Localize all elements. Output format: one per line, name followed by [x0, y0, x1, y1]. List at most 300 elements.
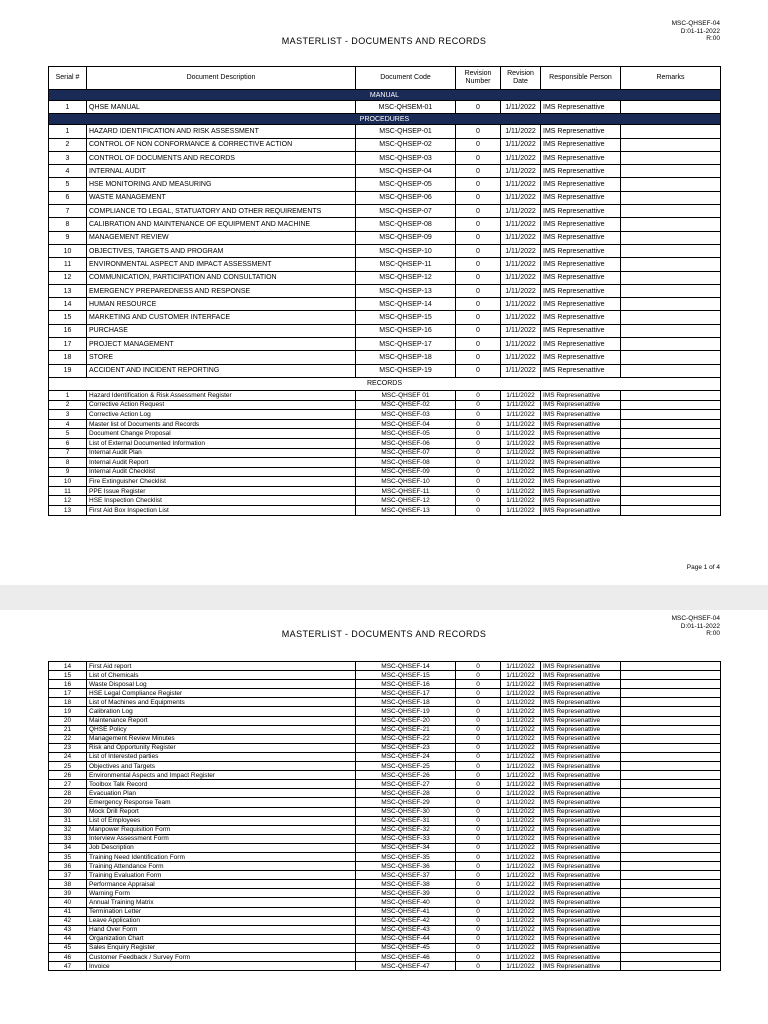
- table-row: [49, 725, 721, 734]
- page-title: MASTERLIST - DOCUMENTS AND RECORDS: [281, 36, 487, 46]
- cell-code: MSC-QHSEF-05: [356, 429, 456, 439]
- cell-description: Training Evaluation Form: [87, 871, 356, 880]
- cell-revision-number: 0: [456, 807, 501, 816]
- cell-revision-number: 0: [456, 734, 501, 743]
- cell-remarks: [621, 178, 721, 191]
- cell-responsible: IMS Represenattive: [541, 205, 621, 218]
- cell-revision-date: 1/11/2022: [501, 816, 541, 825]
- cell-revision-date: 1/11/2022: [501, 734, 541, 743]
- cell-responsible: IMS Represenattive: [541, 410, 621, 420]
- cell-revision-date: 1/11/2022: [501, 477, 541, 487]
- table-row: [49, 780, 721, 789]
- cell-description: EMERGENCY PREPAREDNESS AND RESPONSE: [87, 284, 356, 297]
- cell-code: MSC-QHSEF-26: [356, 771, 456, 780]
- cell-description: QHSE MANUAL: [87, 101, 356, 114]
- cell-description: Customer Feedback / Survey Form: [87, 953, 356, 962]
- cell-description: Training Need Identification Form: [87, 852, 356, 861]
- cell-remarks: [621, 671, 721, 680]
- cell-responsible: IMS Represenattive: [541, 244, 621, 257]
- table-row: [49, 916, 721, 925]
- cell-description: Termination Letter: [87, 907, 356, 916]
- cell-responsible: IMS Represenattive: [541, 101, 621, 114]
- cell-revision-date: 1/11/2022: [501, 798, 541, 807]
- cell-revision-date: 1/11/2022: [501, 934, 541, 943]
- cell-description: COMPLIANCE TO LEGAL, STATUATORY AND OTHER REQUIREMENTS: [87, 205, 356, 218]
- section-label: MANUAL: [49, 90, 721, 101]
- cell-revision-number: 0: [456, 671, 501, 680]
- cell-remarks: [621, 852, 721, 861]
- cell-responsible: IMS Represenattive: [541, 725, 621, 734]
- cell-serial: 1: [49, 390, 87, 400]
- cell-revision-date: 1/11/2022: [501, 311, 541, 324]
- cell-revision-number: 0: [456, 907, 501, 916]
- cell-responsible: IMS Represenattive: [541, 689, 621, 698]
- section-label: PROCEDURES: [49, 114, 721, 125]
- cell-revision-number: 0: [456, 244, 501, 257]
- cell-serial: 43: [49, 925, 87, 934]
- cell-revision-date: 1/11/2022: [501, 429, 541, 439]
- cell-remarks: [621, 698, 721, 707]
- cell-description: Internal Audit Checklist: [87, 467, 356, 477]
- cell-responsible: IMS Represenattive: [541, 825, 621, 834]
- table-row: [49, 338, 721, 351]
- cell-serial: 17: [49, 338, 87, 351]
- cell-revision-date: 1/11/2022: [501, 151, 541, 164]
- cell-description: Environmental Aspects and Impact Register: [87, 771, 356, 780]
- cell-serial: 11: [49, 258, 87, 271]
- cell-remarks: [621, 889, 721, 898]
- cell-revision-date: 1/11/2022: [501, 834, 541, 843]
- cell-description: Maintenance Report: [87, 716, 356, 725]
- cell-revision-number: 0: [456, 862, 501, 871]
- cell-remarks: [621, 101, 721, 114]
- cell-revision-date: 1/11/2022: [501, 852, 541, 861]
- cell-revision-number: 0: [456, 364, 501, 377]
- cell-revision-date: 1/11/2022: [501, 907, 541, 916]
- cell-revision-date: 1/11/2022: [501, 871, 541, 880]
- cell-code: MSC-QHSEF-17: [356, 689, 456, 698]
- cell-revision-number: 0: [456, 771, 501, 780]
- cell-responsible: IMS Represenattive: [541, 962, 621, 971]
- cell-revision-date: 1/11/2022: [501, 298, 541, 311]
- cell-revision-number: 0: [456, 916, 501, 925]
- cell-serial: 17: [49, 689, 87, 698]
- cell-remarks: [621, 400, 721, 410]
- table-row: [49, 364, 721, 377]
- table-row: [49, 825, 721, 834]
- cell-revision-date: 1/11/2022: [501, 962, 541, 971]
- cell-description: MANAGEMENT REVIEW: [87, 231, 356, 244]
- cell-remarks: [621, 125, 721, 138]
- cell-description: HSE Legal Compliance Register: [87, 689, 356, 698]
- cell-description: Waste Disposal Log: [87, 680, 356, 689]
- cell-revision-number: 0: [456, 798, 501, 807]
- cell-code: MSC-QHSEF-12: [356, 496, 456, 506]
- cell-revision-number: 0: [456, 429, 501, 439]
- cell-serial: 35: [49, 852, 87, 861]
- cell-code: MSC-QHSEP-01: [356, 125, 456, 138]
- cell-serial: 6: [49, 438, 87, 448]
- table-row: [49, 125, 721, 138]
- cell-serial: 18: [49, 351, 87, 364]
- cell-description: Internal Audit Report: [87, 458, 356, 468]
- cell-responsible: IMS Represenattive: [541, 311, 621, 324]
- table-row: [49, 458, 721, 468]
- cell-description: Hand Over Form: [87, 925, 356, 934]
- cell-serial: 21: [49, 725, 87, 734]
- cell-remarks: [621, 789, 721, 798]
- cell-description: Objectives and Targets: [87, 762, 356, 771]
- cell-responsible: IMS Represenattive: [541, 419, 621, 429]
- cell-revision-number: 0: [456, 477, 501, 487]
- cell-serial: 23: [49, 743, 87, 752]
- cell-description: Sales Enquiry Register: [87, 943, 356, 952]
- cell-code: MSC-QHSEF-18: [356, 698, 456, 707]
- cell-code: MSC-QHSEF-47: [356, 962, 456, 971]
- header-revision-date: Revision Date: [501, 67, 541, 90]
- cell-remarks: [621, 962, 721, 971]
- table-row: [49, 477, 721, 487]
- cell-revision-number: 0: [456, 400, 501, 410]
- cell-description: Annual Training Matrix: [87, 898, 356, 907]
- cell-description: WASTE MANAGEMENT: [87, 191, 356, 204]
- cell-responsible: IMS Represenattive: [541, 762, 621, 771]
- table-row: [49, 662, 721, 671]
- cell-serial: 14: [49, 662, 87, 671]
- cell-code: MSC-QHSEF-11: [356, 486, 456, 496]
- cell-remarks: [621, 298, 721, 311]
- cell-serial: 7: [49, 205, 87, 218]
- masterlist-table: [48, 66, 721, 516]
- cell-revision-number: 0: [456, 925, 501, 934]
- cell-remarks: [621, 419, 721, 429]
- cell-revision-number: 0: [456, 496, 501, 506]
- cell-remarks: [621, 191, 721, 204]
- cell-serial: 10: [49, 477, 87, 487]
- cell-responsible: IMS Represenattive: [541, 438, 621, 448]
- table-row: [49, 953, 721, 962]
- cell-responsible: IMS Represenattive: [541, 852, 621, 861]
- cell-remarks: [621, 916, 721, 925]
- cell-description: PURCHASE: [87, 324, 356, 337]
- cell-description: COMMUNICATION, PARTICIPATION AND CONSULTATION: [87, 271, 356, 284]
- cell-revision-date: 1/11/2022: [501, 925, 541, 934]
- table-row: [49, 716, 721, 725]
- cell-revision-number: 0: [456, 284, 501, 297]
- cell-revision-number: 0: [456, 218, 501, 231]
- cell-responsible: IMS Represenattive: [541, 716, 621, 725]
- table-row: [49, 298, 721, 311]
- cell-revision-date: 1/11/2022: [501, 716, 541, 725]
- cell-revision-number: 0: [456, 752, 501, 761]
- table-row: [49, 743, 721, 752]
- cell-description: Invoice: [87, 962, 356, 971]
- cell-revision-number: 0: [456, 258, 501, 271]
- cell-revision-number: 0: [456, 125, 501, 138]
- cell-revision-number: 0: [456, 816, 501, 825]
- table-row: [49, 429, 721, 439]
- cell-remarks: [621, 762, 721, 771]
- table-row: [49, 816, 721, 825]
- page-separator: [0, 585, 768, 610]
- cell-description: Leave Application: [87, 916, 356, 925]
- cell-description: First Aid Box Inspection List: [87, 506, 356, 516]
- cell-remarks: [621, 390, 721, 400]
- cell-code: MSC-QHSEF-41: [356, 907, 456, 916]
- cell-description: Internal Audit Plan: [87, 448, 356, 458]
- cell-revision-date: 1/11/2022: [501, 725, 541, 734]
- table-row: [49, 467, 721, 477]
- cell-revision-number: 0: [456, 880, 501, 889]
- cell-description: Risk and Opportunity Register: [87, 743, 356, 752]
- cell-responsible: IMS Represenattive: [541, 496, 621, 506]
- cell-revision-date: 1/11/2022: [501, 662, 541, 671]
- cell-responsible: IMS Represenattive: [541, 165, 621, 178]
- cell-description: Management Review Minutes: [87, 734, 356, 743]
- cell-revision-date: 1/11/2022: [501, 467, 541, 477]
- header-serial: Serial #: [49, 67, 87, 90]
- cell-revision-date: 1/11/2022: [501, 771, 541, 780]
- cell-responsible: IMS Represenattive: [541, 138, 621, 151]
- cell-serial: 20: [49, 716, 87, 725]
- cell-code: MSC-QHSEF-10: [356, 477, 456, 487]
- cell-revision-number: 0: [456, 165, 501, 178]
- cell-revision-number: 0: [456, 351, 501, 364]
- cell-code: MSC-QHSEP-13: [356, 284, 456, 297]
- cell-description: Evacuation Plan: [87, 789, 356, 798]
- cell-code: MSC-QHSEF-31: [356, 816, 456, 825]
- cell-revision-date: 1/11/2022: [501, 743, 541, 752]
- cell-description: Performance Appraisal: [87, 880, 356, 889]
- cell-serial: 27: [49, 780, 87, 789]
- cell-revision-date: 1/11/2022: [501, 178, 541, 191]
- cell-revision-date: 1/11/2022: [501, 943, 541, 952]
- table-row: [49, 231, 721, 244]
- cell-code: MSC-QHSEF-15: [356, 671, 456, 680]
- cell-responsible: IMS Represenattive: [541, 862, 621, 871]
- cell-remarks: [621, 934, 721, 943]
- cell-revision-number: 0: [456, 762, 501, 771]
- table-row: [49, 880, 721, 889]
- header-remarks: Remarks: [621, 67, 721, 90]
- cell-revision-number: 0: [456, 438, 501, 448]
- cell-description: MARKETING AND CUSTOMER INTERFACE: [87, 311, 356, 324]
- cell-revision-number: 0: [456, 486, 501, 496]
- cell-code: MSC-QHSEP-11: [356, 258, 456, 271]
- cell-serial: 5: [49, 178, 87, 191]
- cell-code: MSC-QHSEP-05: [356, 178, 456, 191]
- cell-revision-date: 1/11/2022: [501, 780, 541, 789]
- cell-responsible: IMS Represenattive: [541, 934, 621, 943]
- cell-responsible: IMS Represenattive: [541, 448, 621, 458]
- cell-revision-date: 1/11/2022: [501, 953, 541, 962]
- table-row: [49, 101, 721, 114]
- cell-responsible: IMS Represenattive: [541, 880, 621, 889]
- cell-responsible: IMS Represenattive: [541, 191, 621, 204]
- cell-serial: 12: [49, 496, 87, 506]
- cell-revision-number: 0: [456, 324, 501, 337]
- cell-revision-date: 1/11/2022: [501, 496, 541, 506]
- cell-revision-date: 1/11/2022: [501, 689, 541, 698]
- cell-remarks: [621, 925, 721, 934]
- cell-revision-date: 1/11/2022: [501, 410, 541, 420]
- cell-serial: 31: [49, 816, 87, 825]
- cell-remarks: [621, 486, 721, 496]
- cell-remarks: [621, 324, 721, 337]
- cell-description: HSE MONITORING AND MEASURING: [87, 178, 356, 191]
- form-date: D:01-11-2022: [680, 27, 720, 35]
- cell-code: MSC-QHSEF-39: [356, 889, 456, 898]
- table-row: [49, 689, 721, 698]
- cell-revision-date: 1/11/2022: [501, 138, 541, 151]
- cell-revision-number: 0: [456, 311, 501, 324]
- cell-remarks: [621, 311, 721, 324]
- cell-revision-date: 1/11/2022: [501, 125, 541, 138]
- table-row: [49, 419, 721, 429]
- cell-serial: 38: [49, 880, 87, 889]
- cell-revision-number: 0: [456, 338, 501, 351]
- cell-serial: 41: [49, 907, 87, 916]
- cell-revision-number: 0: [456, 843, 501, 852]
- cell-description: Master list of Documents and Records: [87, 419, 356, 429]
- cell-revision-number: 0: [456, 953, 501, 962]
- cell-description: List of Chemicals: [87, 671, 356, 680]
- cell-code: MSC-QHSEP-08: [356, 218, 456, 231]
- table-row: [49, 943, 721, 952]
- cell-responsible: IMS Represenattive: [541, 231, 621, 244]
- cell-responsible: IMS Represenattive: [541, 284, 621, 297]
- cell-code: MSC-QHSEF-08: [356, 458, 456, 468]
- cell-remarks: [621, 734, 721, 743]
- cell-responsible: IMS Represenattive: [541, 943, 621, 952]
- table-header-row: [49, 67, 721, 90]
- cell-serial: 14: [49, 298, 87, 311]
- cell-remarks: [621, 231, 721, 244]
- cell-code: MSC-QHSEF-27: [356, 780, 456, 789]
- cell-responsible: IMS Represenattive: [541, 400, 621, 410]
- form-date: D:01-11-2022: [680, 622, 720, 630]
- cell-revision-number: 0: [456, 458, 501, 468]
- cell-revision-date: 1/11/2022: [501, 400, 541, 410]
- cell-remarks: [621, 410, 721, 420]
- cell-revision-number: 0: [456, 689, 501, 698]
- cell-serial: 6: [49, 191, 87, 204]
- cell-remarks: [621, 907, 721, 916]
- cell-responsible: IMS Represenattive: [541, 789, 621, 798]
- table-row: [49, 789, 721, 798]
- cell-revision-number: 0: [456, 698, 501, 707]
- cell-serial: 42: [49, 916, 87, 925]
- cell-serial: 19: [49, 707, 87, 716]
- table-row: [49, 218, 721, 231]
- cell-serial: 13: [49, 284, 87, 297]
- cell-description: List of Interested parties: [87, 752, 356, 761]
- cell-revision-number: 0: [456, 825, 501, 834]
- section-row-manual: [49, 90, 721, 101]
- cell-serial: 11: [49, 486, 87, 496]
- cell-remarks: [621, 780, 721, 789]
- cell-revision-number: 0: [456, 178, 501, 191]
- table-row: [49, 244, 721, 257]
- cell-responsible: IMS Represenattive: [541, 907, 621, 916]
- cell-description: Interview Assessment Form: [87, 834, 356, 843]
- cell-description: Corrective Action Request: [87, 400, 356, 410]
- cell-revision-date: 1/11/2022: [501, 506, 541, 516]
- cell-revision-number: 0: [456, 205, 501, 218]
- cell-description: Corrective Action Log: [87, 410, 356, 420]
- cell-code: MSC-QHSEF-34: [356, 843, 456, 852]
- cell-revision-date: 1/11/2022: [501, 707, 541, 716]
- cell-revision-date: 1/11/2022: [501, 324, 541, 337]
- cell-description: Toolbox Talk Record: [87, 780, 356, 789]
- cell-description: Fire Extinguisher Checklist: [87, 477, 356, 487]
- cell-revision-number: 0: [456, 419, 501, 429]
- cell-revision-date: 1/11/2022: [501, 101, 541, 114]
- cell-serial: 19: [49, 364, 87, 377]
- cell-description: HUMAN RESOURCE: [87, 298, 356, 311]
- cell-responsible: IMS Represenattive: [541, 351, 621, 364]
- cell-revision-number: 0: [456, 852, 501, 861]
- cell-description: Manpower Requisition Form: [87, 825, 356, 834]
- cell-code: MSC-QHSEF-35: [356, 852, 456, 861]
- cell-revision-date: 1/11/2022: [501, 671, 541, 680]
- cell-code: MSC-QHSEF-46: [356, 953, 456, 962]
- cell-remarks: [621, 244, 721, 257]
- cell-serial: 22: [49, 734, 87, 743]
- cell-revision-date: 1/11/2022: [501, 419, 541, 429]
- table-row: [49, 752, 721, 761]
- cell-serial: 39: [49, 889, 87, 898]
- cell-revision-date: 1/11/2022: [501, 889, 541, 898]
- table-row: [49, 771, 721, 780]
- cell-remarks: [621, 496, 721, 506]
- table-row: [49, 410, 721, 420]
- cell-serial: 5: [49, 429, 87, 439]
- cell-code: MSC-QHSEF-37: [356, 871, 456, 880]
- cell-serial: 12: [49, 271, 87, 284]
- cell-remarks: [621, 429, 721, 439]
- cell-code: MSC-QHSEF-42: [356, 916, 456, 925]
- cell-serial: 3: [49, 410, 87, 420]
- cell-serial: 2: [49, 138, 87, 151]
- cell-remarks: [621, 258, 721, 271]
- cell-responsible: IMS Represenattive: [541, 889, 621, 898]
- cell-code: MSC-QHSEP-17: [356, 338, 456, 351]
- cell-code: MSC-QHSEF-28: [356, 789, 456, 798]
- table-row: [49, 698, 721, 707]
- cell-responsible: IMS Represenattive: [541, 271, 621, 284]
- table-row: [49, 258, 721, 271]
- cell-remarks: [621, 807, 721, 816]
- cell-remarks: [621, 438, 721, 448]
- cell-code: MSC-QHSEF-13: [356, 506, 456, 516]
- table-row: [49, 271, 721, 284]
- cell-serial: 18: [49, 698, 87, 707]
- table-row: [49, 843, 721, 852]
- cell-description: List of Machines and Equipments: [87, 698, 356, 707]
- cell-remarks: [621, 834, 721, 843]
- cell-serial: 32: [49, 825, 87, 834]
- cell-code: MSC-QHSEF-43: [356, 925, 456, 934]
- cell-remarks: [621, 752, 721, 761]
- cell-code: MSC-QHSEF-30: [356, 807, 456, 816]
- cell-responsible: IMS Represenattive: [541, 698, 621, 707]
- section-label: RECORDS: [49, 377, 721, 390]
- cell-description: Hazard Identification & Risk Assessment Register: [87, 390, 356, 400]
- cell-code: MSC-QHSEF-20: [356, 716, 456, 725]
- cell-code: MSC-QHSEF-24: [356, 752, 456, 761]
- cell-revision-number: 0: [456, 680, 501, 689]
